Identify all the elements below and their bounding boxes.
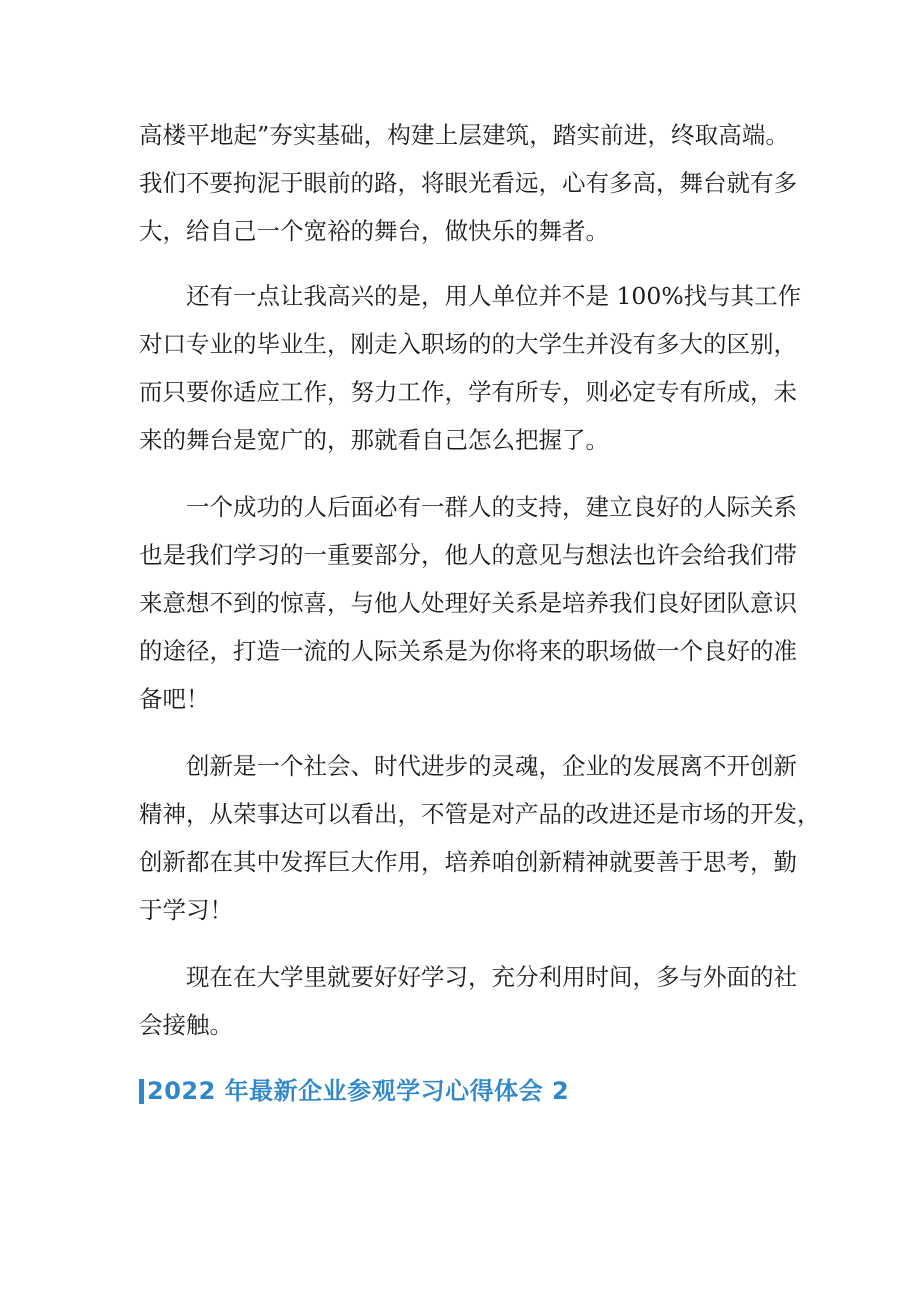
text-line: 精神，从荣事达可以看出，不管是对产品的改进还是市场的开发， bbox=[139, 800, 821, 828]
section-heading-text: 2022 年最新企业参观学习心得体会 2 bbox=[147, 1077, 570, 1105]
text-line: 对口专业的毕业生，刚走入职场的的大学生并没有多大的区别， bbox=[139, 330, 797, 358]
text-line: 的途径，打造一流的人际关系是为你将来的职场做一个良好的准 bbox=[139, 637, 797, 665]
heading-marker-bar bbox=[139, 1079, 144, 1104]
text-line: 创新是一个社会、时代进步的灵魂，企业的发展离不开创新 bbox=[186, 752, 797, 780]
text-line: 会接触。 bbox=[139, 1011, 233, 1039]
text-line: 来意想不到的惊喜，与他人处理好关系是培养我们良好团队意识 bbox=[139, 589, 797, 617]
section-heading bbox=[139, 1071, 569, 1111]
text-line: 现在在大学里就要好好学习，充分利用时间，多与外面的社 bbox=[186, 963, 797, 991]
text-line: 大，给自己一个宽裕的舞台，做快乐的舞者。 bbox=[139, 217, 609, 245]
text-line: 也是我们学习的一重要部分，他人的意见与想法也许会给我们带 bbox=[139, 541, 797, 569]
text-line: 还有一点让我高兴的是，用人单位并不是 100%找与其工作 bbox=[186, 282, 802, 310]
text-line: 高楼平地起”夯实基础，构建上层建筑，踏实前进，终取高端。 bbox=[139, 121, 789, 149]
text-line: 而只要你适应工作，努力工作，学有所专，则必定专有所成，未 bbox=[139, 378, 797, 406]
text-line: 于学习！ bbox=[139, 896, 233, 924]
text-line: 一个成功的人后面必有一群人的支持，建立良好的人际关系 bbox=[186, 493, 797, 521]
text-line: 来的舞台是宽广的，那就看自己怎么把握了。 bbox=[139, 426, 609, 454]
text-line: 创新都在其中发挥巨大作用，培养咱创新精神就要善于思考，勤 bbox=[139, 848, 797, 876]
text-line: 备吧！ bbox=[139, 685, 210, 713]
text-line: 我们不要拘泥于眼前的路，将眼光看远，心有多高，舞台就有多 bbox=[139, 169, 797, 197]
